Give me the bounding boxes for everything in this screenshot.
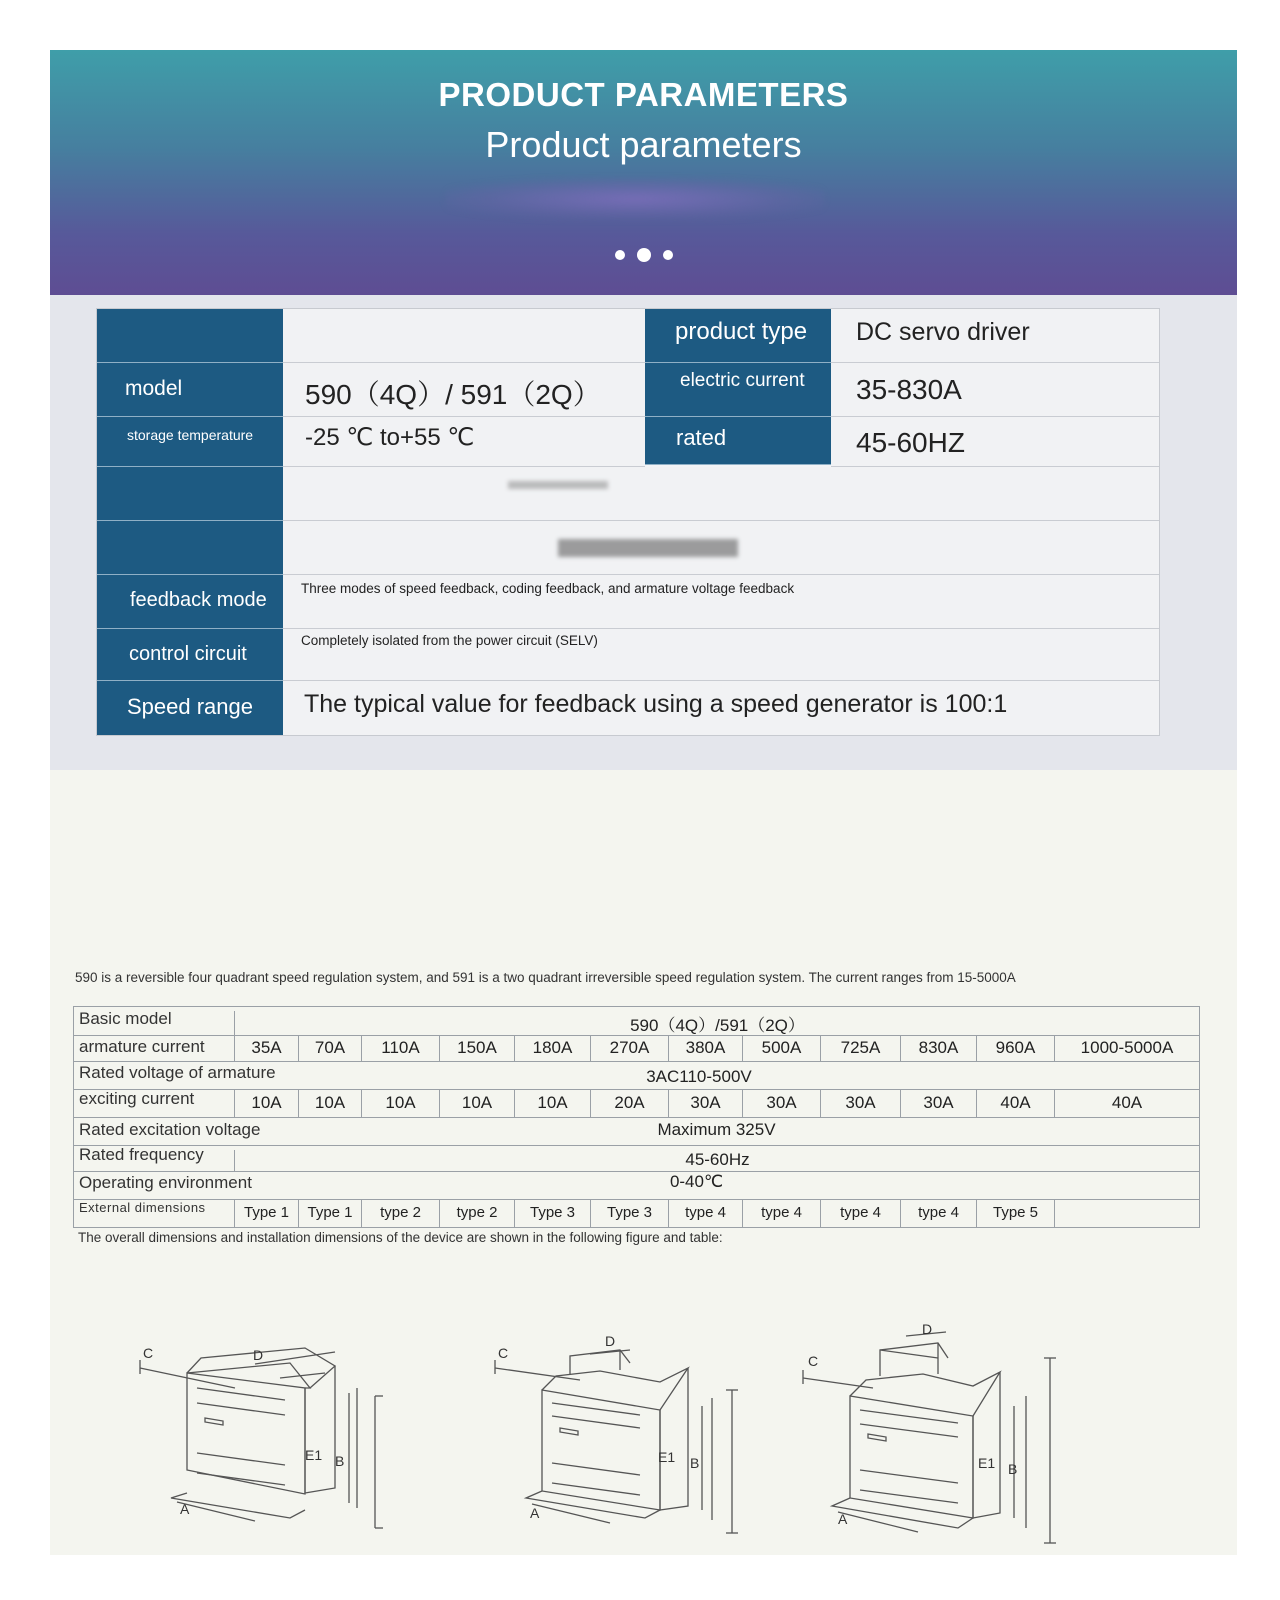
external-dimension-cell: type 2 — [361, 1199, 439, 1227]
exciting-current-cell: 30A — [820, 1089, 900, 1117]
param-value-text: The typical value for feedback using a speed generator is 100:1 — [304, 690, 1008, 718]
exciting-current-cell: 10A — [439, 1089, 514, 1117]
external-dimension-cell: Type 5 — [976, 1199, 1054, 1227]
param-label-text: product type — [675, 318, 808, 345]
param-label-model — [97, 363, 283, 417]
dim-label-a: A — [530, 1505, 540, 1521]
spec-intro: 590 is a reversible four quadrant speed regulation system, and 591 is a two quadrant irreversible speed regulation system. The current ranges from 15-5000A — [75, 970, 1016, 985]
dim-label-e1: E1 — [305, 1447, 323, 1463]
armature-current-cell: 500A — [742, 1035, 820, 1061]
spec-row-excitation-voltage — [74, 1117, 1199, 1146]
banner-title: PRODUCT PARAMETERS — [438, 76, 849, 113]
param-value-current — [831, 363, 1159, 417]
external-dimension-cell: type 4 — [668, 1199, 742, 1227]
param-label-text: model — [125, 377, 183, 400]
exciting-current-cell: 10A — [361, 1089, 439, 1117]
spec-value: 0-40℃ — [669, 1172, 724, 1191]
spec-row-rated-voltage — [74, 1061, 1199, 1090]
armature-current-cell: 725A — [820, 1035, 900, 1061]
params-table — [96, 308, 1160, 736]
banner-subtitle: Product parameters — [485, 124, 802, 165]
spec-row-exciting-current — [74, 1089, 1199, 1118]
external-dimension-cell: Type 1 — [298, 1199, 361, 1227]
spec-value: Maximum 325V — [657, 1120, 776, 1139]
param-value-text: 45-60HZ — [856, 427, 965, 458]
spec-row-external-dimensions — [74, 1199, 1199, 1227]
param-value-text: Three modes of speed feedback, coding feedback, and armature voltage feedback — [301, 581, 795, 596]
param-value-text: Completely isolated from the power circuit (SELV) — [301, 633, 598, 648]
armature-current-cell: 180A — [514, 1035, 590, 1061]
external-dimension-cell — [1054, 1199, 1199, 1227]
exciting-current-cell: 30A — [668, 1089, 742, 1117]
spec-label: Rated excitation voltage — [79, 1120, 261, 1139]
armature-current-cell: 380A — [668, 1035, 742, 1061]
blurred-text — [508, 481, 608, 489]
param-value-control — [283, 629, 1159, 681]
dim-label-b: B — [335, 1453, 345, 1469]
type2-drawing — [460, 1278, 760, 1521]
spec-label: Basic model — [79, 1009, 172, 1028]
external-dimension-cell: type 4 — [820, 1199, 900, 1227]
exciting-current-cell: 30A — [742, 1089, 820, 1117]
external-dimension-cell: Type 3 — [514, 1199, 590, 1227]
param-value-text: 35-830A — [856, 374, 962, 405]
external-dimension-cell: Type 1 — [234, 1199, 298, 1227]
spec-label: exciting current — [79, 1089, 195, 1108]
spec-label: Operating environment — [79, 1173, 252, 1192]
param-label-text: electric current — [680, 370, 805, 391]
param-value-model — [283, 363, 645, 417]
param-label-storage — [97, 417, 283, 467]
header-banner — [50, 50, 1237, 295]
param-label-text: Speed range — [127, 694, 253, 719]
spec-value: 45-60Hz — [234, 1150, 1200, 1171]
dim-label-b: B — [690, 1455, 700, 1471]
spec-row-rated-frequency — [74, 1145, 1199, 1172]
armature-current-cell: 830A — [900, 1035, 976, 1061]
param-value-empty — [283, 309, 645, 363]
param-label-product-type — [645, 309, 831, 363]
param-label-empty — [97, 309, 283, 363]
dimension-note: The overall dimensions and installation dimensions of the device are shown in the following figure and table: — [78, 1230, 723, 1245]
param-value-blurred — [283, 467, 1159, 521]
param-value-text: DC servo driver — [856, 318, 1030, 346]
param-value-rated — [831, 417, 1159, 467]
param-value-feedback — [283, 575, 1159, 629]
exciting-current-cell: 40A — [1054, 1089, 1199, 1117]
param-label-control — [97, 629, 283, 681]
param-value-text: -25 ℃ to+55 ℃ — [305, 424, 475, 451]
external-dimension-cell: type 4 — [742, 1199, 820, 1227]
spec-row-basic-model — [74, 1007, 1199, 1036]
dim-label-a: A — [180, 1501, 190, 1517]
dim-label-c: C — [808, 1353, 819, 1369]
armature-current-cell: 110A — [361, 1035, 439, 1061]
dim-label-d: D — [922, 1321, 933, 1337]
spec-label: Rated frequency — [79, 1145, 204, 1164]
carousel-dots — [50, 246, 1237, 264]
param-value-text: 590（4Q）/ 591（2Q） — [305, 379, 601, 410]
exciting-current-cell: 10A — [298, 1089, 361, 1117]
external-dimension-cell: Type 3 — [590, 1199, 668, 1227]
param-label-speed — [97, 681, 283, 735]
type1-drawing — [105, 1278, 385, 1517]
spec-label: armature current — [79, 1037, 205, 1056]
armature-current-cell: 270A — [590, 1035, 668, 1061]
dim-label-b: B — [1008, 1461, 1018, 1477]
armature-current-cell: 70A — [298, 1035, 361, 1061]
dim-label-e1: E1 — [658, 1449, 676, 1465]
param-label-empty — [97, 467, 283, 521]
type3-drawing — [788, 1278, 1088, 1527]
param-value-product-type — [831, 309, 1159, 363]
page — [50, 50, 1237, 1555]
armature-current-cell: 1000-5000A — [1054, 1035, 1199, 1061]
param-value-blurred — [283, 521, 1159, 575]
param-label-text: feedback mode — [130, 589, 267, 611]
exciting-current-cell: 10A — [514, 1089, 590, 1117]
dot-indicator[interactable] — [663, 250, 673, 260]
dim-label-d: D — [605, 1333, 616, 1349]
spec-value: 590（4Q）/591（2Q） — [234, 1011, 1200, 1035]
spec-label: External dimensions — [79, 1200, 206, 1215]
spec-row-armature-current — [74, 1035, 1199, 1062]
param-label-feedback — [97, 575, 283, 629]
param-label-text: control circuit — [129, 643, 247, 665]
param-label-empty — [97, 521, 283, 575]
spec-label: Rated voltage of armature — [79, 1063, 276, 1082]
spec-table — [73, 1006, 1200, 1228]
armature-current-cell: 35A — [234, 1035, 298, 1061]
external-dimension-cell: type 2 — [439, 1199, 514, 1227]
dim-label-a: A — [838, 1511, 848, 1527]
param-label-text: storage temperature — [127, 427, 254, 443]
dim-label-c: C — [498, 1345, 509, 1361]
param-label-rated — [645, 417, 831, 465]
blurred-text — [558, 539, 738, 557]
exciting-current-cell: 10A — [234, 1089, 298, 1117]
armature-current-cell: 960A — [976, 1035, 1054, 1061]
dot-indicator-active[interactable] — [637, 248, 651, 262]
blurred-watermark — [445, 178, 825, 220]
param-label-text: rated — [676, 425, 727, 450]
exciting-current-cell: 40A — [976, 1089, 1054, 1117]
spec-value: 3AC110-500V — [646, 1067, 752, 1086]
exciting-current-cell: 20A — [590, 1089, 668, 1117]
external-dimension-cell: type 4 — [900, 1199, 976, 1227]
param-value-speed — [283, 681, 1159, 735]
spec-row-operating-environment — [74, 1171, 1199, 1200]
dim-label-d: D — [253, 1347, 264, 1363]
armature-current-cell: 150A — [439, 1035, 514, 1061]
dim-label-c: C — [143, 1345, 154, 1361]
param-label-current — [645, 363, 831, 417]
param-value-storage — [283, 417, 645, 467]
exciting-current-cell: 30A — [900, 1089, 976, 1117]
dot-indicator[interactable] — [615, 250, 625, 260]
dim-label-e1: E1 — [978, 1455, 996, 1471]
